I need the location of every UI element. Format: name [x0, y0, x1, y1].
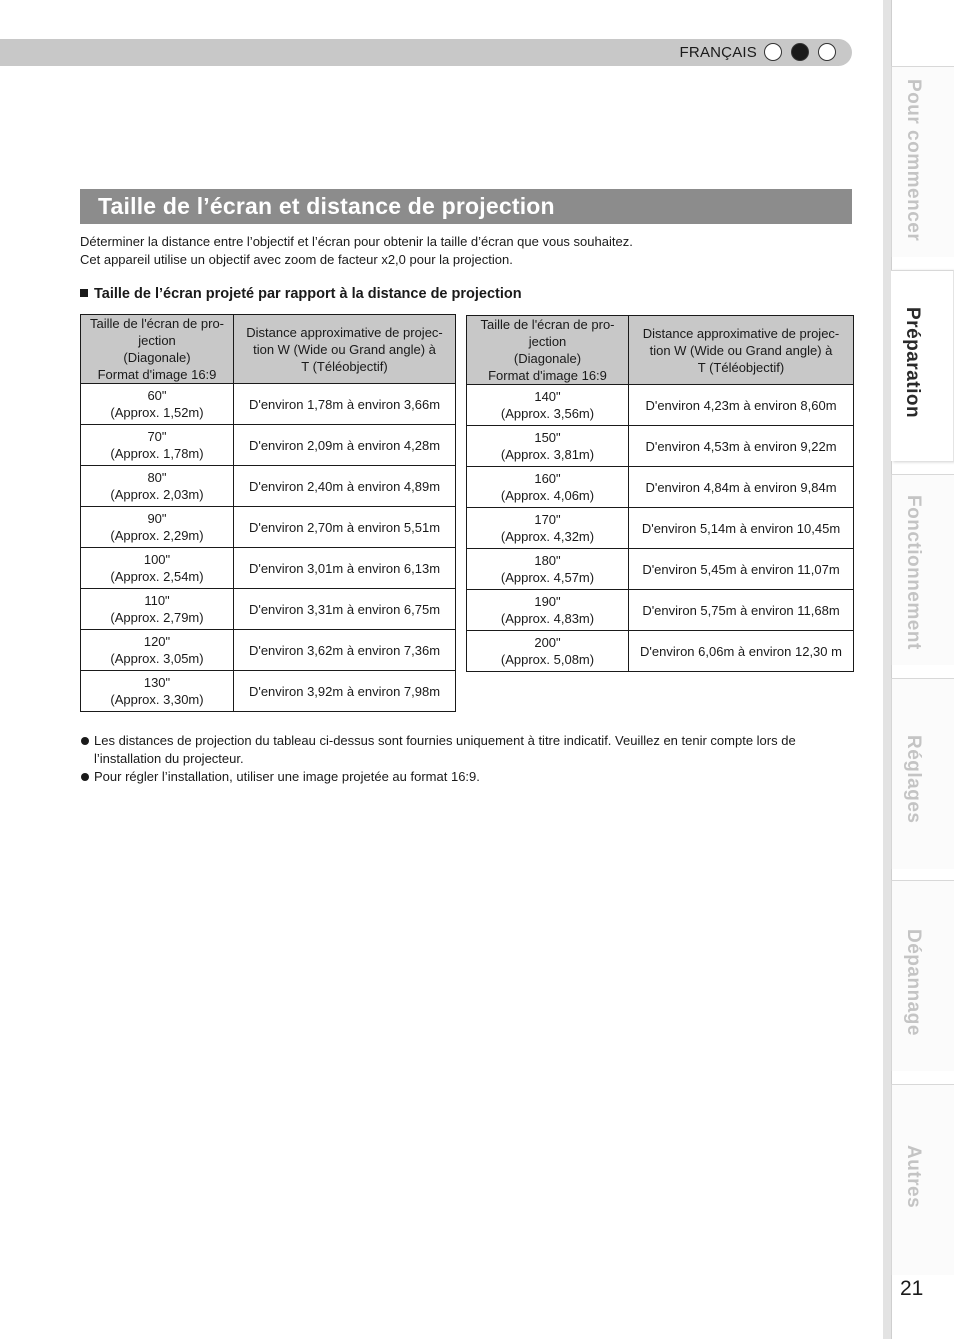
screen-size-cell	[81, 589, 234, 630]
distance-cell: D'environ 3,92m à environ 7,98m	[234, 671, 456, 712]
screen-size-metric: (Approx. 3,05m)	[110, 651, 204, 666]
screen-size-inches: 170"	[534, 512, 561, 527]
screen-size-inches: 110"	[144, 593, 170, 608]
distance-cell: D'environ 3,31m à environ 6,75m	[234, 589, 456, 630]
tab-label: Réglages	[903, 735, 924, 824]
screen-size-inches: 140"	[534, 389, 561, 404]
table-row	[81, 425, 456, 466]
screen-size-inches: 160"	[534, 471, 561, 486]
screen-size-metric: (Approx. 3,30m)	[110, 692, 204, 707]
table-row	[467, 590, 854, 631]
screen-size-metric: (Approx. 4,83m)	[500, 611, 595, 626]
language-label: FRANÇAIS	[679, 44, 757, 61]
screen-size-cell	[467, 549, 629, 590]
header-line: Taille de l'écran de pro-	[90, 316, 224, 331]
bullet-icon	[81, 773, 89, 781]
page-title: Taille de l’écran et distance de projection	[98, 193, 555, 219]
screen-size-cell	[81, 384, 234, 425]
header-line: Taille de l'écran de pro-	[480, 317, 615, 332]
screen-size-cell	[81, 548, 234, 589]
screen-size-cell	[81, 671, 234, 712]
screen-size-cell	[467, 426, 629, 467]
table-header-row	[467, 316, 854, 385]
screen-size-cell	[467, 467, 629, 508]
screen-size-cell	[81, 425, 234, 466]
intro-text	[80, 233, 633, 269]
square-bullet-icon	[80, 289, 88, 297]
section-indicator-2-icon	[791, 43, 809, 61]
note-line: Les distances de projection du tableau ci-dessus sont fournies uniquement à titre indicatif. Veuillez en tenir compte lors de	[94, 733, 796, 748]
table-header-row	[81, 315, 456, 384]
distance-cell: D'environ 3,62m à environ 7,36m	[234, 630, 456, 671]
distance-cell: D'environ 6,06m à environ 12,30 m	[629, 631, 854, 672]
screen-size-inches: 70"	[147, 429, 167, 444]
note-item	[80, 768, 856, 786]
tab-label: Fonctionnement	[903, 495, 924, 650]
header-distance	[234, 315, 456, 384]
note-line: l’installation du projecteur.	[94, 751, 244, 766]
screen-size-metric: (Approx. 1,52m)	[110, 405, 204, 420]
screen-size-metric: (Approx. 3,81m)	[500, 447, 595, 462]
chapter-sidebar	[883, 0, 954, 1339]
table-row	[81, 589, 456, 630]
header-line: (Diagonale)	[123, 350, 191, 365]
header-line: jection	[138, 333, 176, 348]
header-line: (Diagonale)	[513, 351, 582, 366]
screen-size-cell	[467, 590, 629, 631]
screen-size-metric: (Approx. 1,78m)	[110, 446, 204, 461]
header-line: T (Téléobjectif)	[697, 359, 785, 375]
table-row	[467, 467, 854, 508]
distance-cell: D'environ 2,40m à environ 4,89m	[234, 466, 456, 507]
screen-size-inches: 60"	[147, 388, 167, 403]
table-row	[467, 426, 854, 467]
distance-cell: D'environ 4,53m à environ 9,22m	[629, 426, 854, 467]
section-heading	[80, 286, 522, 302]
note-item	[80, 732, 856, 768]
screen-size-inches: 200"	[534, 635, 561, 650]
distance-cell: D'environ 5,14m à environ 10,45m	[629, 508, 854, 549]
screen-size-cell	[81, 630, 234, 671]
screen-size-metric: (Approx. 2,54m)	[110, 569, 204, 584]
tab-label: Préparation	[902, 307, 923, 419]
table-row	[81, 671, 456, 712]
table-row	[467, 549, 854, 590]
header-screen-size	[81, 315, 234, 384]
header-distance	[629, 316, 854, 385]
tab-label: Pour commencer	[903, 79, 924, 242]
header-line: Format d'image 16:9	[488, 368, 607, 383]
distance-cell: D'environ 5,75m à environ 11,68m	[629, 590, 854, 631]
distance-cell: D'environ 2,09m à environ 4,28m	[234, 425, 456, 466]
screen-size-inches: 100"	[143, 552, 171, 567]
distance-table-left	[80, 314, 456, 712]
page-title-bar	[80, 189, 852, 224]
tab-fonctionnement[interactable]	[891, 474, 954, 665]
table-row	[81, 548, 456, 589]
header-line: Format d'image 16:9	[97, 367, 217, 382]
tab-label: Autres	[903, 1145, 924, 1209]
table-row	[81, 384, 456, 425]
table-row	[81, 466, 456, 507]
section-heading-text: Taille de l’écran projeté par rapport à la distance de projection	[94, 286, 522, 302]
page-number: 21	[900, 1277, 924, 1300]
screen-size-inches: 80"	[147, 470, 167, 485]
screen-size-inches: 120"	[143, 634, 171, 649]
screen-size-metric: (Approx. 4,06m)	[500, 488, 595, 503]
table-row	[467, 385, 854, 426]
screen-size-inches: 180"	[534, 553, 561, 568]
distance-cell: D'environ 4,23m à environ 8,60m	[629, 385, 854, 426]
screen-size-metric: (Approx. 4,57m)	[500, 570, 595, 585]
screen-size-cell	[467, 631, 629, 672]
screen-size-inches: 190"	[534, 594, 561, 609]
tab-depannage[interactable]	[891, 880, 954, 1071]
distance-cell: D'environ 3,01m à environ 6,13m	[234, 548, 456, 589]
screen-size-metric: (Approx. 4,32m)	[500, 529, 595, 544]
tab-autres[interactable]	[891, 1084, 954, 1275]
screen-size-metric: (Approx. 3,56m)	[500, 406, 595, 421]
table-row	[81, 630, 456, 671]
section-indicator-1-icon	[764, 43, 782, 61]
header-line: tion W (Wide ou Grand angle) à	[649, 342, 833, 358]
header-line: jection	[528, 334, 567, 349]
bullet-icon	[81, 737, 89, 745]
intro-line: Cet appareil utilise un objectif avec zoom de facteur x2,0 pour la projection.	[80, 252, 513, 267]
screen-size-metric: (Approx. 2,79m)	[110, 610, 204, 625]
table-row	[467, 631, 854, 672]
distance-cell: D'environ 5,45m à environ 11,07m	[629, 549, 854, 590]
notes	[80, 732, 856, 786]
header-line: tion W (Wide ou Grand angle) à	[253, 341, 436, 357]
note-line: Pour régler l’installation, utiliser une image projetée au format 16:9.	[94, 769, 480, 784]
table-row	[81, 507, 456, 548]
language-bar	[0, 39, 852, 66]
header-line: Distance approximative de projec-	[246, 324, 443, 340]
tab-pour-commencer[interactable]	[891, 66, 954, 257]
tab-label: Dépannage	[903, 929, 924, 1036]
intro-line: Déterminer la distance entre l’objectif et l’écran pour obtenir la taille d’écran que vous souhaitez.	[80, 234, 633, 249]
distance-cell: D'environ 4,84m à environ 9,84m	[629, 467, 854, 508]
screen-size-cell	[467, 385, 629, 426]
screen-size-cell	[467, 508, 629, 549]
screen-size-metric: (Approx. 5,08m)	[500, 652, 595, 667]
tab-reglages[interactable]	[891, 678, 954, 869]
screen-size-inches: 90"	[147, 511, 167, 526]
distance-cell: D'environ 1,78m à environ 3,66m	[234, 384, 456, 425]
header-line: T (Téléobjectif)	[301, 358, 388, 374]
tab-preparation[interactable]	[891, 270, 954, 461]
distance-table-right	[466, 315, 854, 672]
screen-size-inches: 130"	[143, 675, 171, 690]
section-indicator-3-icon	[818, 43, 836, 61]
screen-size-metric: (Approx. 2,29m)	[110, 528, 204, 543]
screen-size-inches: 150"	[534, 430, 561, 445]
screen-size-cell	[81, 507, 234, 548]
header-line: Distance approximative de projec-	[642, 325, 840, 341]
screen-size-metric: (Approx. 2,03m)	[110, 487, 204, 502]
table-row	[467, 508, 854, 549]
distance-cell: D'environ 2,70m à environ 5,51m	[234, 507, 456, 548]
header-screen-size	[467, 316, 629, 385]
screen-size-cell	[81, 466, 234, 507]
